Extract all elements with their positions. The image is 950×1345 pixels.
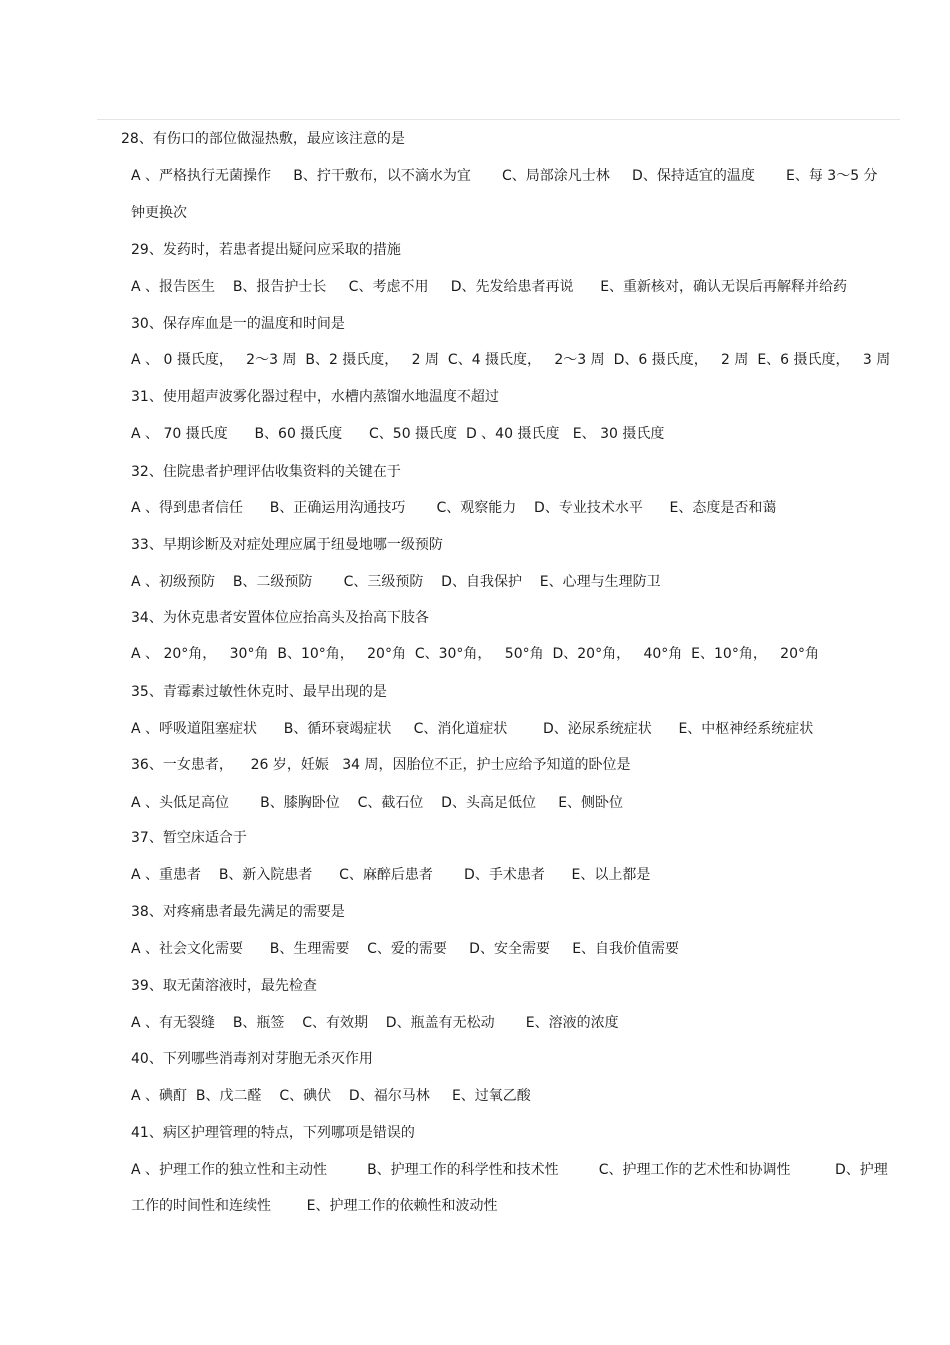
- question-33: 33、早期诊断及对症处理应属于纽曼地哪一级预防: [131, 537, 443, 553]
- question-32: 32、住院患者护理评估收集资料的关键在于: [131, 464, 401, 480]
- options-37: A 、重患者 B、新入院患者 C、麻醉后患者 D、手术患者 E、以上都是: [131, 867, 651, 883]
- question-34: 34、为休克患者安置体位应抬高头及抬高下肢各: [131, 610, 429, 626]
- header-divider: [97, 119, 900, 120]
- question-29: 29、发药时，若患者提出疑问应采取的措施: [131, 242, 401, 258]
- question-37: 37、暂空床适合于: [131, 830, 247, 846]
- options-31: A 、 70 摄氏度 B、60 摄氏度 C、50 摄氏度 D 、40 摄氏度 E、 30 摄氏度: [131, 426, 665, 442]
- options-34: A 、 20°角， 30°角 B、10°角， 20°角 C、30°角， 50°角 D、20°角， 40°角 E、10°角， 20°角: [131, 646, 819, 662]
- question-30: 30、保存库血是一的温度和时间是: [131, 316, 345, 332]
- options-39: A 、有无裂缝 B、瓶签 C、有效期 D、瓶盖有无松动 E、溶液的浓度: [131, 1015, 619, 1031]
- question-39: 39、取无菌溶液时，最先检查: [131, 978, 317, 994]
- question-40: 40、下列哪些消毒剂对芽胞无杀灭作用: [131, 1051, 373, 1067]
- question-36: 36、一女患者， 26 岁，妊娠 34 周，因胎位不正，护士应给予知道的卧位是: [131, 757, 631, 773]
- options-29: A 、报告医生 B、报告护士长 C、考虑不用 D、先发给患者再说 E、重新核对，确认无误后再解释并给药: [131, 279, 848, 295]
- options-28-continued: 钟更换次: [131, 205, 187, 221]
- options-30: A 、 0 摄氏度， 2～3 周 B、2 摄氏度， 2 周 C、4 摄氏度， 2～3 周 D、6 摄氏度， 2 周 E、6 摄氏度， 3 周: [131, 352, 891, 368]
- question-28: 28、有伤口的部位做湿热敷，最应该注意的是: [121, 131, 405, 147]
- question-38: 38、对疼痛患者最先满足的需要是: [131, 904, 345, 920]
- options-33: A 、初级预防 B、二级预防 C、三级预防 D、自我保护 E、心理与生理防卫: [131, 574, 661, 590]
- options-36: A 、头低足高位 B、膝胸卧位 C、截石位 D、头高足低位 E、侧卧位: [131, 795, 624, 811]
- options-40: A 、碘酊 B、戊二醛 C、碘伏 D、福尔马林 E、过氧乙酸: [131, 1088, 531, 1104]
- options-32: A 、得到患者信任 B、正确运用沟通技巧 C、观察能力 D、专业技术水平 E、态度是否和蔼: [131, 500, 777, 516]
- question-31: 31、使用超声波雾化器过程中，水槽内蒸馏水地温度不超过: [131, 389, 499, 405]
- options-28: A 、严格执行无菌操作 B、拧干敷布，以不滴水为宜 C、局部涂凡士林 D、保持适宜的温度 E、每 3～5 分: [131, 168, 878, 184]
- options-41: A 、护理工作的独立性和主动性 B、护理工作的科学性和技术性 C、护理工作的艺术性和协调性 D、护理: [131, 1162, 888, 1178]
- question-35: 35、青霉素过敏性休克时、最早出现的是: [131, 684, 387, 700]
- options-35: A 、呼吸道阻塞症状 B、循环衰竭症状 C、消化道症状 D、泌尿系统症状 E、中枢神经系统症状: [131, 721, 814, 737]
- question-41: 41、病区护理管理的特点，下列哪项是错误的: [131, 1125, 415, 1141]
- options-41-continued: 工作的时间性和连续性 E、护理工作的依赖性和波动性: [131, 1198, 498, 1214]
- options-38: A 、社会文化需要 B、生理需要 C、爱的需要 D、安全需要 E、自我价值需要: [131, 941, 680, 957]
